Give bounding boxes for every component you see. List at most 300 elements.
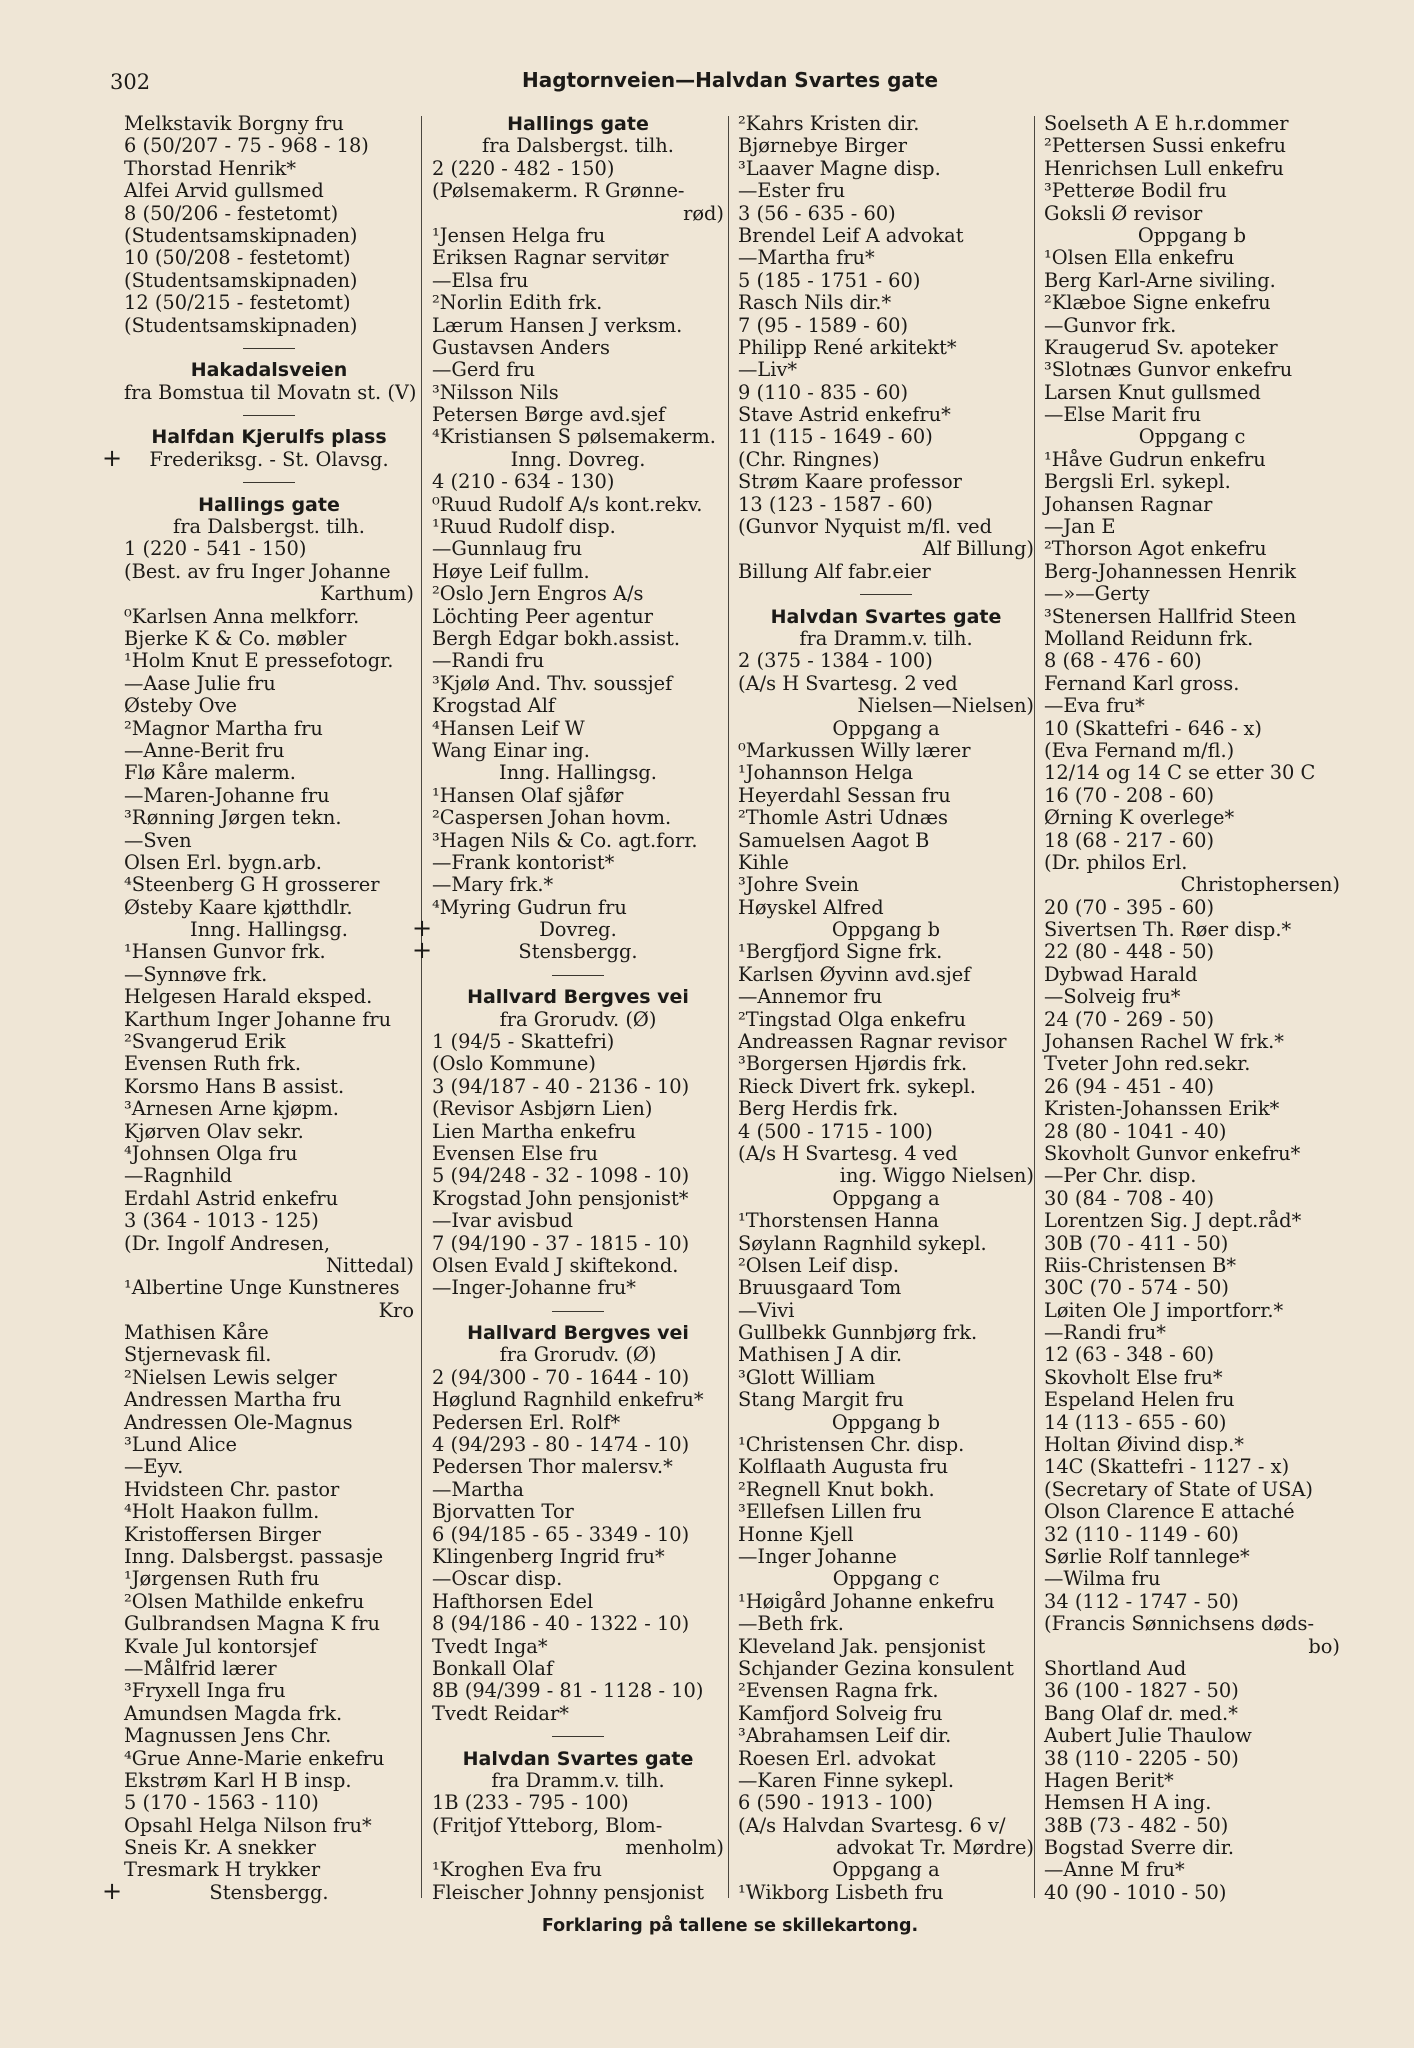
directory-line (1044, 225, 1340, 247)
line-text: ¹Holm Knut E pressefotogr. (124, 649, 394, 673)
line-text: ¹Hansen Olaf sjåfør (432, 783, 624, 807)
line-text: Kihle (738, 850, 789, 874)
directory-line (124, 1658, 414, 1680)
directory-line (432, 606, 724, 628)
directory-line (124, 830, 414, 852)
directory-line (1044, 1188, 1340, 1210)
directory-line (432, 628, 724, 650)
street-heading (124, 359, 414, 381)
directory-line (738, 762, 1034, 784)
line-text: Gustavsen Anders (432, 335, 610, 359)
line-text: —Sven (124, 828, 192, 852)
line-text: ²Nielsen Lewis selger (124, 1365, 337, 1389)
line-text: —Ester fru (738, 179, 846, 203)
directory-line (124, 986, 414, 1008)
line-text: (Studentsamskipnaden) (124, 223, 358, 247)
line-text: Oppgang b (1137, 223, 1247, 247)
directory-line (124, 538, 414, 560)
directory-line (1044, 1434, 1340, 1456)
directory-line (432, 516, 724, 538)
directory-line (1044, 628, 1340, 650)
directory-line (432, 1277, 724, 1299)
directory-line (738, 1636, 1034, 1658)
directory-line (124, 1591, 414, 1613)
line-text: Kleveland Jak. pensjonist (738, 1634, 986, 1658)
directory-line (738, 1389, 1034, 1411)
directory-line (1044, 1859, 1340, 1881)
street-heading (738, 606, 1034, 628)
directory-line (124, 1456, 414, 1478)
directory-line (432, 538, 724, 560)
directory-line (738, 1031, 1034, 1053)
line-text: Inng. Hallingsg. (190, 918, 348, 942)
crossing-marker-icon: + (102, 443, 123, 472)
line-text: Olsen Erl. bygn.arb. (124, 850, 322, 874)
line-text: (Eva Fernand m/fl.) (1044, 738, 1235, 762)
crossing-marker-icon: + (412, 914, 433, 943)
directory-line (1044, 315, 1340, 337)
directory-line (738, 1188, 1034, 1210)
directory-line (1044, 1210, 1340, 1232)
directory-line (738, 203, 1034, 225)
directory-line (1044, 1456, 1340, 1478)
line-text: —Annemor fru (738, 985, 883, 1009)
directory-line (432, 1367, 724, 1389)
line-text: 34 (112 - 1747 - 50) (1044, 1589, 1239, 1613)
directory-line (124, 606, 414, 628)
directory-line (124, 1748, 414, 1770)
section-divider (432, 964, 724, 986)
line-text: 3 (56 - 635 - 60) (738, 201, 896, 225)
line-text: fra Bomstua til Movatn st. (V) (124, 380, 417, 404)
line-text: —Synnøve frk. (124, 962, 268, 986)
line-text: 20 (70 - 395 - 60) (1044, 895, 1215, 919)
line-text: 14C (Skattefri - 1127 - x) (1044, 1455, 1290, 1479)
line-text: ⁴Grue Anne-Marie enkefru (124, 1746, 385, 1770)
directory-line (738, 135, 1034, 157)
line-text: Magnussen Jens Chr. (124, 1724, 332, 1748)
directory-line (124, 1434, 414, 1456)
line-text: ³Nilsson Nils (432, 380, 559, 404)
line-text: 36 (100 - 1827 - 50) (1044, 1679, 1239, 1703)
directory-line (738, 986, 1034, 1008)
line-text: 5 (185 - 1751 - 60) (738, 268, 921, 292)
line-text: 4 (94/293 - 80 - 1474 - 10) (432, 1433, 690, 1457)
directory-line (1044, 673, 1340, 695)
line-text: ²Tingstad Olga enkefru (738, 1007, 967, 1031)
directory-line (432, 1524, 724, 1546)
line-text: Johansen Rachel W frk.* (1044, 1030, 1285, 1054)
line-text: Berg-Johannessen Henrik (1044, 559, 1297, 583)
directory-line (124, 380, 417, 404)
directory-line (412, 914, 724, 943)
line-text: Klingenberg Ingrid fru* (432, 1545, 665, 1568)
line-text: Inng. Dovreg. (510, 447, 646, 471)
directory-line (124, 270, 414, 292)
directory-line (738, 1210, 1034, 1232)
line-text: Pedersen Thor malersv.* (432, 1455, 673, 1479)
directory-line (738, 673, 1034, 695)
directory-line (124, 1188, 414, 1210)
directory-line (1044, 919, 1340, 941)
directory-line (432, 1792, 724, 1814)
line-text: Korsmo Hans B assist. (124, 1074, 345, 1098)
directory-line (1044, 180, 1340, 202)
line-text: 2 (220 - 482 - 150) (432, 156, 615, 180)
line-text: Stave Astrid enkefru* (738, 403, 951, 427)
line-text: Hagen Berit* (1044, 1768, 1174, 1792)
directory-line (432, 785, 724, 807)
directory-line (432, 471, 724, 493)
page-footer: Forklaring på tallene se skillekartong. (541, 1916, 919, 1936)
directory-line (432, 1053, 724, 1075)
directory-line (738, 1501, 1034, 1523)
directory-line (738, 1434, 1034, 1456)
line-text: Hallings gate (507, 113, 649, 135)
line-text: (Dr. Ingolf Andresen, (124, 1231, 331, 1255)
directory-line (1044, 158, 1340, 180)
directory-line (432, 1143, 724, 1165)
line-text: Evensen Ruth frk. (124, 1052, 302, 1076)
line-text: ²Klæboe Signe enkefru (1044, 291, 1271, 315)
line-text: ing. Wiggo Nielsen) (839, 1164, 1034, 1188)
line-text: (Studentsamskipnaden) (124, 313, 358, 337)
line-text: Stensbergg. (209, 1880, 329, 1904)
line-text: Amundsen Magda frk. (124, 1701, 343, 1725)
directory-line (738, 1479, 1034, 1501)
directory-line (432, 292, 724, 314)
section-divider (432, 1725, 724, 1747)
line-text: Kamfjord Solveig fru (738, 1701, 943, 1725)
line-text: 3 (94/187 - 40 - 2136 - 10) (432, 1074, 690, 1098)
line-text: Oppgang a (832, 1186, 940, 1210)
crossing-marker-icon: + (412, 936, 433, 965)
line-text: ³Borgersen Hjørdis frk. (738, 1052, 968, 1076)
line-text: 30 (84 - 708 - 40) (1044, 1186, 1215, 1210)
directory-line (124, 874, 414, 896)
line-text: —Anne M fru* (1044, 1858, 1185, 1882)
directory-line (738, 158, 1034, 180)
line-text: 11 (115 - 1649 - 60) (738, 425, 933, 449)
line-text: ³Laaver Magne disp. (738, 156, 941, 180)
line-text: (Dr. philos Erl. (1044, 850, 1188, 874)
line-text: —Mary frk.* (432, 873, 554, 897)
line-text: ³Glott William (738, 1365, 876, 1389)
section-divider (124, 404, 414, 426)
directory-line (738, 359, 1034, 381)
directory-line (432, 1344, 724, 1366)
line-text: 5 (94/248 - 32 - 1098 - 10) (432, 1164, 690, 1188)
directory-line (432, 1098, 724, 1120)
directory-line (738, 897, 1034, 919)
line-text: —Aase Julie fru (124, 671, 276, 695)
line-text: Inng. Hallingsg. (499, 761, 657, 785)
line-text: Andreassen Ragnar revisor (738, 1030, 1007, 1054)
line-text: ¹Høigård Johanne enkefru (738, 1589, 995, 1613)
line-text: Heyerdahl Sessan fru (738, 783, 951, 807)
page-number: 302 (110, 70, 151, 94)
line-text: Oppgang b (831, 918, 941, 942)
directory-line (432, 1882, 724, 1904)
street-heading (432, 1322, 724, 1344)
line-text: Hvidsteen Chr. pastor (124, 1477, 340, 1501)
directory-line (738, 740, 1034, 762)
directory-line (1044, 1501, 1340, 1523)
line-text: Kraugerud Sv. apoteker (1044, 335, 1278, 359)
directory-line (1044, 1479, 1340, 1501)
directory-line (1044, 270, 1340, 292)
line-text: 10 (Skattefri - 646 - x) (1044, 716, 1262, 740)
directory-line (432, 673, 724, 695)
line-text: ²Oslo Jern Engros A/s (432, 582, 644, 606)
line-text: ³Hagen Nils & Co. agt.forr. (432, 828, 698, 852)
directory-line (432, 158, 724, 180)
directory-line (1044, 1792, 1340, 1814)
directory-line (738, 1658, 1034, 1680)
directory-line (432, 807, 724, 829)
directory-line (738, 1300, 1034, 1322)
directory-line (432, 494, 724, 516)
directory-line (738, 538, 1034, 560)
directory-line (1044, 964, 1340, 986)
line-text: 1B (233 - 795 - 100) (432, 1791, 629, 1815)
line-text: Melkstavik Borgny fru (124, 112, 344, 135)
line-text: ⁴Holt Haakon fullm. (124, 1500, 320, 1524)
line-text: ²Norlin Edith frk. (432, 291, 603, 315)
line-text: Halvdan Svartes gate (462, 1747, 694, 1770)
directory-line (1044, 1255, 1340, 1277)
line-text: Dovreg. (539, 918, 617, 942)
line-text: —Elsa fru (432, 268, 529, 292)
directory-line (738, 404, 1034, 426)
line-text: Riis-Christensen B* (1044, 1253, 1237, 1277)
line-text: —Gunnlaug fru (432, 537, 583, 561)
line-text: 13 (123 - 1587 - 60) (738, 492, 933, 516)
line-text: ³Fryxell Inga fru (124, 1679, 286, 1703)
directory-line (124, 785, 414, 807)
line-text: Erdahl Astrid enkefru (124, 1186, 339, 1210)
line-text: ²Evensen Ragna frk. (738, 1679, 939, 1703)
line-text: 2 (94/300 - 70 - 1644 - 10) (432, 1365, 690, 1389)
directory-line (432, 1389, 724, 1411)
directory-line (1044, 426, 1340, 448)
line-text: ¹Thorstensen Hanna (738, 1209, 939, 1233)
directory-line (1044, 1165, 1340, 1187)
line-text: Hallvard Bergves vei (467, 986, 689, 1009)
line-text: ²Kahrs Kristen dir. (738, 112, 920, 135)
line-text: fra Dalsbergst. tilh. (173, 515, 365, 539)
directory-line (1044, 1658, 1340, 1680)
line-text: 6 (590 - 1913 - 100) (738, 1791, 933, 1815)
line-text: ²Thomle Astri Udnæs (738, 806, 948, 830)
directory-line (432, 1412, 724, 1434)
line-text: Halfdan Kjerulfs plass (151, 426, 387, 449)
directory-line (738, 1098, 1034, 1120)
directory-line (432, 203, 724, 225)
line-text: Honne Kjell (738, 1522, 854, 1546)
directory-line (738, 1143, 1034, 1165)
directory-line (124, 919, 414, 941)
directory-line (1044, 382, 1340, 404)
line-text: 22 (80 - 448 - 50) (1044, 940, 1215, 964)
directory-line (1044, 1770, 1340, 1792)
line-text: 10 (50/208 - festetomt) (124, 246, 351, 270)
directory-line (738, 628, 1034, 650)
line-text: Krogstad Alf (432, 694, 556, 718)
line-text: Dybwad Harald (1044, 962, 1198, 986)
line-text: Andressen Ole-Magnus (124, 1410, 353, 1434)
directory-line (738, 1277, 1034, 1299)
directory-line (124, 1770, 414, 1792)
line-text: (Secretary of State of USA) (1044, 1477, 1313, 1501)
directory-line (432, 1233, 724, 1255)
directory-line (1044, 1076, 1340, 1098)
line-text: Karthum) (319, 582, 414, 606)
directory-line (1044, 247, 1340, 269)
line-text: (Oslo Kommune) (432, 1052, 596, 1076)
line-text: Mathisen Kåre (124, 1321, 269, 1345)
line-text: Rasch Nils dir.* (738, 291, 892, 315)
column-rule (728, 116, 729, 1898)
line-text: Löchting Peer agentur (432, 604, 654, 628)
line-text: Berg Karl-Arne siviling. (1044, 268, 1276, 292)
directory-line (738, 1792, 1034, 1814)
line-text: —Gunvor frk. (1044, 313, 1177, 337)
line-text: —Randi fru* (1044, 1321, 1166, 1345)
line-text: Alf Billung) (922, 537, 1034, 561)
directory-line (1044, 1344, 1340, 1366)
directory-line (124, 650, 414, 672)
line-text: —Inger Johanne (738, 1545, 897, 1568)
directory-line (1044, 1121, 1340, 1143)
directory-line (432, 1076, 724, 1098)
directory-line (738, 1524, 1034, 1546)
directory-line (124, 315, 414, 337)
directory-line (1044, 1524, 1340, 1546)
directory-line (1044, 874, 1340, 896)
directory-line (738, 1613, 1034, 1635)
line-text: ¹Bergfjord Signe frk. (738, 940, 943, 964)
line-text: ¹Jensen Helga fru (432, 223, 606, 247)
line-text: 18 (68 - 217 - 60) (1044, 828, 1215, 852)
line-text: Stensbergg. (518, 940, 638, 964)
directory-line (432, 359, 724, 381)
line-text: bo) (1308, 1634, 1340, 1658)
line-text: Stang Margit fru (738, 1388, 904, 1412)
directory-line (1044, 830, 1340, 852)
directory-line (432, 449, 724, 471)
directory-line (738, 1053, 1034, 1075)
directory-line (124, 1479, 414, 1501)
directory-line (124, 1636, 414, 1658)
line-text: Hallings gate (198, 493, 340, 516)
line-text: Løiten Ole J importforr.* (1044, 1298, 1284, 1322)
line-text: Christophersen) (1180, 873, 1340, 897)
directory-line (738, 225, 1034, 247)
directory-line (1044, 1703, 1340, 1725)
directory-line (124, 1165, 414, 1187)
line-text: Thorstad Henrik* (124, 156, 297, 180)
line-text: Skovholt Else fru* (1044, 1365, 1223, 1389)
directory-line (738, 270, 1034, 292)
directory-line (1044, 941, 1340, 963)
directory-line (124, 1277, 414, 1299)
line-text: Høye Leif fullm. (432, 559, 590, 583)
line-text: —Anne-Berit fru (124, 738, 285, 762)
directory-line (738, 471, 1034, 493)
directory-line (432, 404, 724, 426)
line-text: Oppgang a (832, 716, 940, 740)
line-text: Evensen Else fru (432, 1141, 599, 1165)
directory-line (1044, 1031, 1340, 1053)
line-text: fra Dramm.v. tilh. (491, 1768, 665, 1792)
line-text: Østeby Ove (124, 694, 237, 718)
line-text: —Ivar avisbud (432, 1209, 573, 1233)
line-text: Sørlie Rolf tannlege* (1044, 1545, 1250, 1568)
line-text: Kolflaath Augusta fru (738, 1455, 949, 1479)
directory-line (432, 583, 724, 605)
directory-line (1044, 650, 1340, 672)
directory-line (1044, 516, 1340, 538)
directory-line (124, 1367, 414, 1389)
line-text: ²Olsen Leif disp. (738, 1253, 899, 1277)
crossing-marker-icon: + (102, 1876, 123, 1905)
line-text: (Pølsemakerm. R Grønne- (432, 179, 685, 203)
line-text: Oppgang b (831, 1410, 941, 1434)
line-text: 12 (63 - 348 - 60) (1044, 1343, 1215, 1367)
line-text: 38B (73 - 482 - 50) (1044, 1813, 1229, 1837)
line-text: Tvedt Reidar* (432, 1701, 569, 1725)
street-heading (124, 426, 414, 448)
line-text: Roesen Erl. advokat (738, 1746, 936, 1770)
directory-line (738, 180, 1034, 202)
directory-line (1044, 1613, 1340, 1635)
directory-line (1044, 1389, 1340, 1411)
line-text: —Frank kontorist* (432, 850, 615, 874)
directory-line (432, 1815, 724, 1837)
line-text: ¹Christensen Chr. disp. (738, 1433, 965, 1457)
directory-line (738, 1233, 1034, 1255)
line-text: ¹Hansen Gunvor frk. (124, 940, 326, 964)
directory-line (738, 494, 1034, 516)
directory-line (1044, 1546, 1340, 1568)
line-text: Mathisen J A dir. (738, 1343, 902, 1367)
line-text: Oppgang a (832, 1858, 940, 1882)
running-head: Hagtornveien—Halvdan Svartes gate (521, 68, 939, 92)
directory-line (124, 225, 414, 247)
directory-line (1044, 762, 1340, 784)
directory-line (124, 1076, 414, 1098)
line-text: Gulbrandsen Magna K fru (124, 1612, 381, 1636)
line-text: (Chr. Ringnes) (738, 447, 880, 471)
line-text: Søylann Ragnhild sykepl. (738, 1231, 987, 1255)
line-text: Eriksen Ragnar servitør (432, 246, 669, 270)
directory-line (124, 135, 414, 157)
line-text: —Per Chr. disp. (1044, 1164, 1197, 1188)
line-text: 12/14 og 14 C se etter 30 C (1044, 761, 1316, 785)
directory-line (124, 203, 414, 225)
directory-line (102, 1876, 414, 1905)
directory-line (1044, 113, 1340, 135)
line-text: —Maren-Johanne fru (124, 783, 330, 807)
line-text: —Randi fru (432, 649, 545, 673)
directory-line (432, 1255, 724, 1277)
directory-line (738, 785, 1034, 807)
directory-line (124, 180, 414, 202)
directory-line (738, 1725, 1034, 1747)
directory-line (1044, 449, 1340, 471)
section-divider (738, 583, 1034, 605)
